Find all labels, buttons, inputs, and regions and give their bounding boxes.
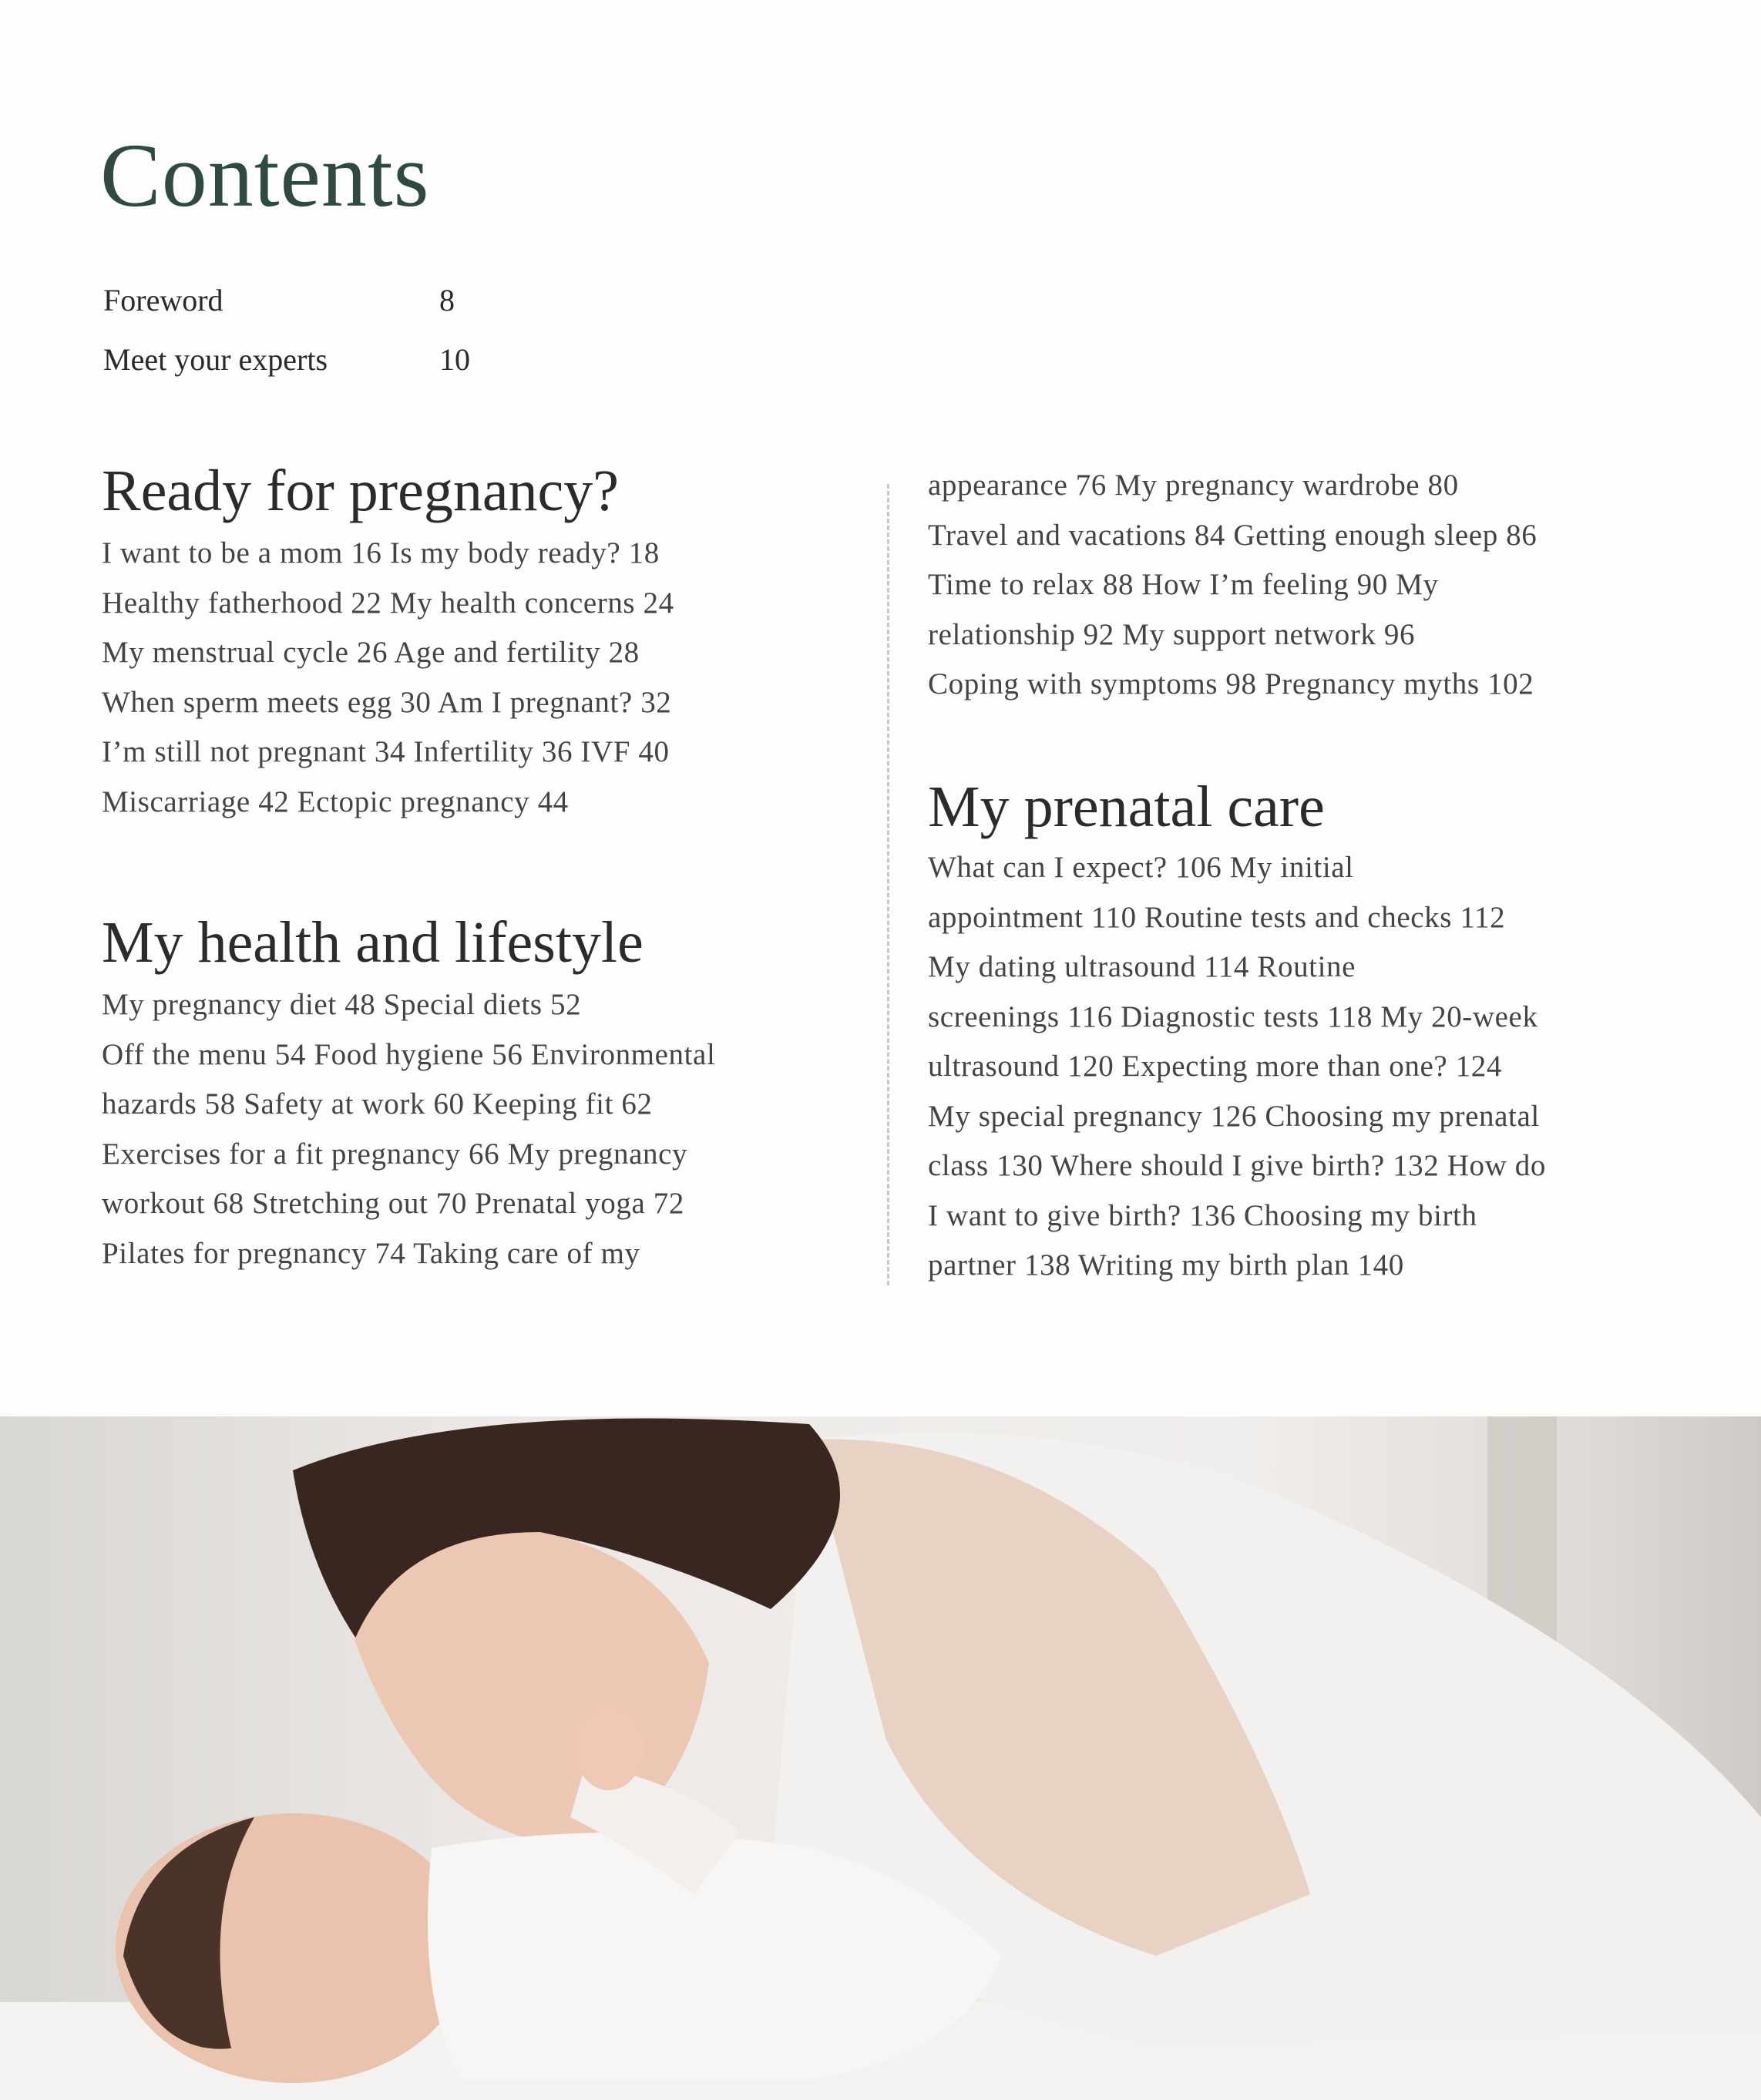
- toc-line[interactable]: My dating ultrasound 114 Routine: [928, 950, 1356, 983]
- toc-line[interactable]: Pilates for pregnancy 74 Taking care of my: [102, 1236, 640, 1270]
- toc-line[interactable]: Miscarriage 42 Ectopic pregnancy 44: [102, 785, 569, 818]
- toc-line[interactable]: Time to relax 88 How I’m feeling 90 My: [928, 568, 1439, 601]
- toc-line[interactable]: appointment 110 Routine tests and checks 112: [928, 900, 1506, 934]
- toc-line[interactable]: I want to give birth? 136 Choosing my birth: [928, 1198, 1477, 1232]
- mother-and-baby-photo: [0, 1416, 1761, 2100]
- toc-line[interactable]: hazards 58 Safety at work 60 Keeping fit 62: [102, 1087, 653, 1121]
- section-health-and-lifestyle-continued: [928, 461, 1699, 710]
- section-health-and-lifestyle: [102, 908, 872, 1278]
- toc-line[interactable]: appearance 76 My pregnancy wardrobe 80: [928, 469, 1459, 502]
- section-heading: Ready for pregnancy?: [102, 459, 620, 523]
- toc-line[interactable]: relationship 92 My support network 96: [928, 617, 1416, 651]
- toc-line[interactable]: class 130 Where should I give birth? 132 How do: [928, 1149, 1546, 1182]
- section-heading: My health and lifestyle: [102, 910, 644, 975]
- toc-line[interactable]: My pregnancy diet 48 Special diets 52: [102, 988, 582, 1021]
- toc-line[interactable]: partner 138 Writing my birth plan 140: [928, 1248, 1404, 1282]
- front-matter-label: Meet your experts: [103, 342, 328, 377]
- toc-line[interactable]: When sperm meets egg 30 Am I pregnant? 32: [102, 685, 672, 719]
- front-matter-item[interactable]: [103, 282, 455, 318]
- section-prenatal-care: [928, 772, 1699, 1291]
- toc-line[interactable]: Travel and vacations 84 Getting enough sleep 86: [928, 518, 1538, 552]
- section-heading: My prenatal care: [928, 774, 1325, 839]
- toc-line[interactable]: screenings 116 Diagnostic tests 118 My 20-week: [928, 1000, 1538, 1033]
- front-matter-item[interactable]: [103, 341, 470, 378]
- toc-line[interactable]: What can I expect? 106 My initial: [928, 851, 1354, 884]
- toc-line[interactable]: My menstrual cycle 26 Age and fertility 28: [102, 636, 640, 669]
- front-matter-page: 8: [439, 283, 455, 318]
- toc-line[interactable]: My special pregnancy 126 Choosing my prenatal: [928, 1099, 1540, 1133]
- toc-line[interactable]: Exercises for a fit pregnancy 66 My pregnancy: [102, 1137, 688, 1171]
- toc-line[interactable]: Coping with symptoms 98 Pregnancy myths 102: [928, 667, 1534, 701]
- front-matter-page: 10: [439, 342, 470, 377]
- photo-illustration: [0, 1416, 1761, 2100]
- toc-line[interactable]: I’m still not pregnant 34 Infertility 36 IVF 40: [102, 735, 670, 768]
- toc-line[interactable]: ultrasound 120 Expecting more than one? 124: [928, 1050, 1502, 1083]
- column-divider: [887, 484, 889, 1285]
- toc-line[interactable]: workout 68 Stretching out 70 Prenatal yoga 72: [102, 1187, 684, 1220]
- front-matter-label: Foreword: [103, 283, 223, 318]
- toc-line[interactable]: Healthy fatherhood 22 My health concerns 24: [102, 586, 674, 620]
- toc-line[interactable]: Off the menu 54 Food hygiene 56 Environmental: [102, 1037, 716, 1071]
- toc-line[interactable]: I want to be a mom 16 Is my body ready? 18: [102, 536, 660, 570]
- page-title: Contents: [100, 125, 430, 226]
- section-ready-for-pregnancy: [102, 456, 872, 827]
